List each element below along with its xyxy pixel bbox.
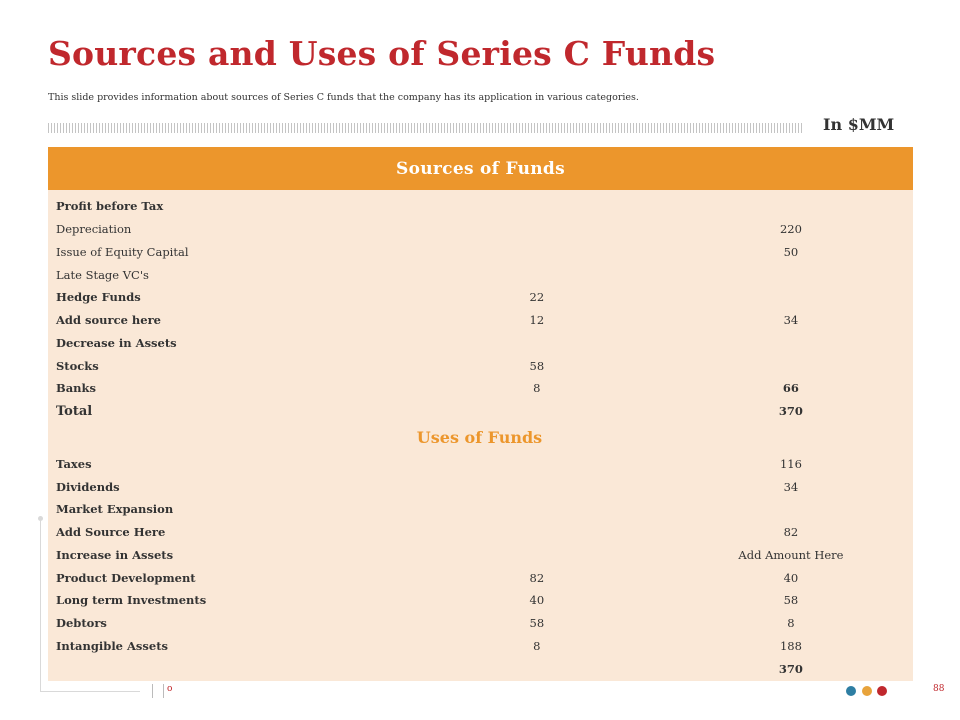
table-row [48, 521, 913, 544]
row-value-2: 58 [529, 616, 545, 631]
row-label: Banks [56, 381, 96, 396]
row-value-2: 22 [529, 290, 545, 305]
row-value-3: 370 [778, 404, 803, 419]
row-value-3: 58 [783, 593, 799, 608]
row-label: Increase in Assets [56, 547, 174, 562]
row-value-3: 50 [783, 244, 799, 259]
decorative-vertical-line [40, 520, 41, 692]
row-label: Profit before Tax [56, 199, 164, 214]
table-rows [48, 190, 913, 680]
row-label: Intangible Assets [56, 638, 168, 653]
total-row [48, 400, 913, 423]
row-label: Market Expansion [56, 502, 174, 517]
table-row [48, 612, 913, 635]
table-row [48, 475, 913, 498]
footer-mark: o [167, 684, 173, 694]
row-value-3: 370 [778, 661, 803, 676]
row-value-3: 40 [783, 570, 799, 585]
table-row [48, 218, 913, 241]
row-label: Total [56, 403, 93, 419]
row-value-3: 34 [783, 313, 799, 328]
table-row [48, 377, 913, 400]
uses-total-row [48, 657, 913, 680]
row-value-2: 12 [529, 313, 545, 328]
row-label: Add source here [56, 313, 161, 328]
decorative-hatch-bar [48, 123, 802, 133]
table-row [48, 241, 913, 264]
row-value-2: 8 [533, 638, 541, 653]
table-row [48, 195, 913, 218]
table-row [48, 309, 913, 332]
table-header [48, 147, 913, 190]
table-row [48, 498, 913, 521]
row-value-3: 8 [787, 616, 795, 631]
row-value-3: 82 [783, 525, 799, 540]
row-label: Depreciation [56, 222, 132, 237]
row-value-3: 34 [783, 479, 799, 494]
table-row [48, 635, 913, 658]
row-label: Hedge Funds [56, 290, 141, 305]
slide-subtitle: This slide provides information about sources of Series C funds that the company has its application in various categories. [48, 92, 639, 103]
table-row [48, 332, 913, 355]
uses-title-label: Uses of Funds [416, 428, 543, 447]
row-label: Decrease in Assets [56, 335, 177, 350]
table-row [48, 544, 913, 567]
row-value-3: 116 [779, 456, 802, 471]
row-label: Dividends [56, 479, 120, 494]
row-label: Add Source Here [56, 525, 166, 540]
footer-bars-icon [152, 684, 164, 698]
row-label: Issue of Equity Capital [56, 244, 189, 259]
sources-header-label: Sources of Funds [396, 158, 565, 179]
table-row [48, 263, 913, 286]
decorative-horizontal-line [40, 691, 140, 692]
row-label: Debtors [56, 616, 107, 631]
row-label: Taxes [56, 456, 92, 471]
table-row [48, 589, 913, 612]
blue-dot-icon [846, 686, 856, 696]
row-label: Long term Investments [56, 593, 207, 608]
table-row [48, 566, 913, 589]
row-value-3: 220 [779, 222, 802, 237]
table-row [48, 354, 913, 377]
orange-dot-icon [862, 686, 872, 696]
row-value-3: Add Amount Here [738, 547, 844, 562]
row-value-2: 40 [529, 593, 545, 608]
page-number: 88 [933, 684, 945, 694]
table-row [48, 286, 913, 309]
row-value-3: 188 [779, 638, 802, 653]
slide-title: Sources and Uses of Series C Funds [48, 34, 716, 73]
row-label: Late Stage VC's [56, 267, 149, 282]
red-dot-icon [877, 686, 887, 696]
row-label: Stocks [56, 358, 99, 373]
row-value-2: 58 [529, 358, 545, 373]
row-label: Product Development [56, 570, 196, 585]
unit-label: In $MM [823, 115, 895, 134]
funds-table [48, 147, 913, 681]
uses-section-title [48, 423, 913, 453]
row-value-2: 82 [529, 570, 545, 585]
row-value-2: 8 [533, 381, 541, 396]
table-row [48, 453, 913, 476]
row-value-3: 66 [782, 381, 799, 396]
